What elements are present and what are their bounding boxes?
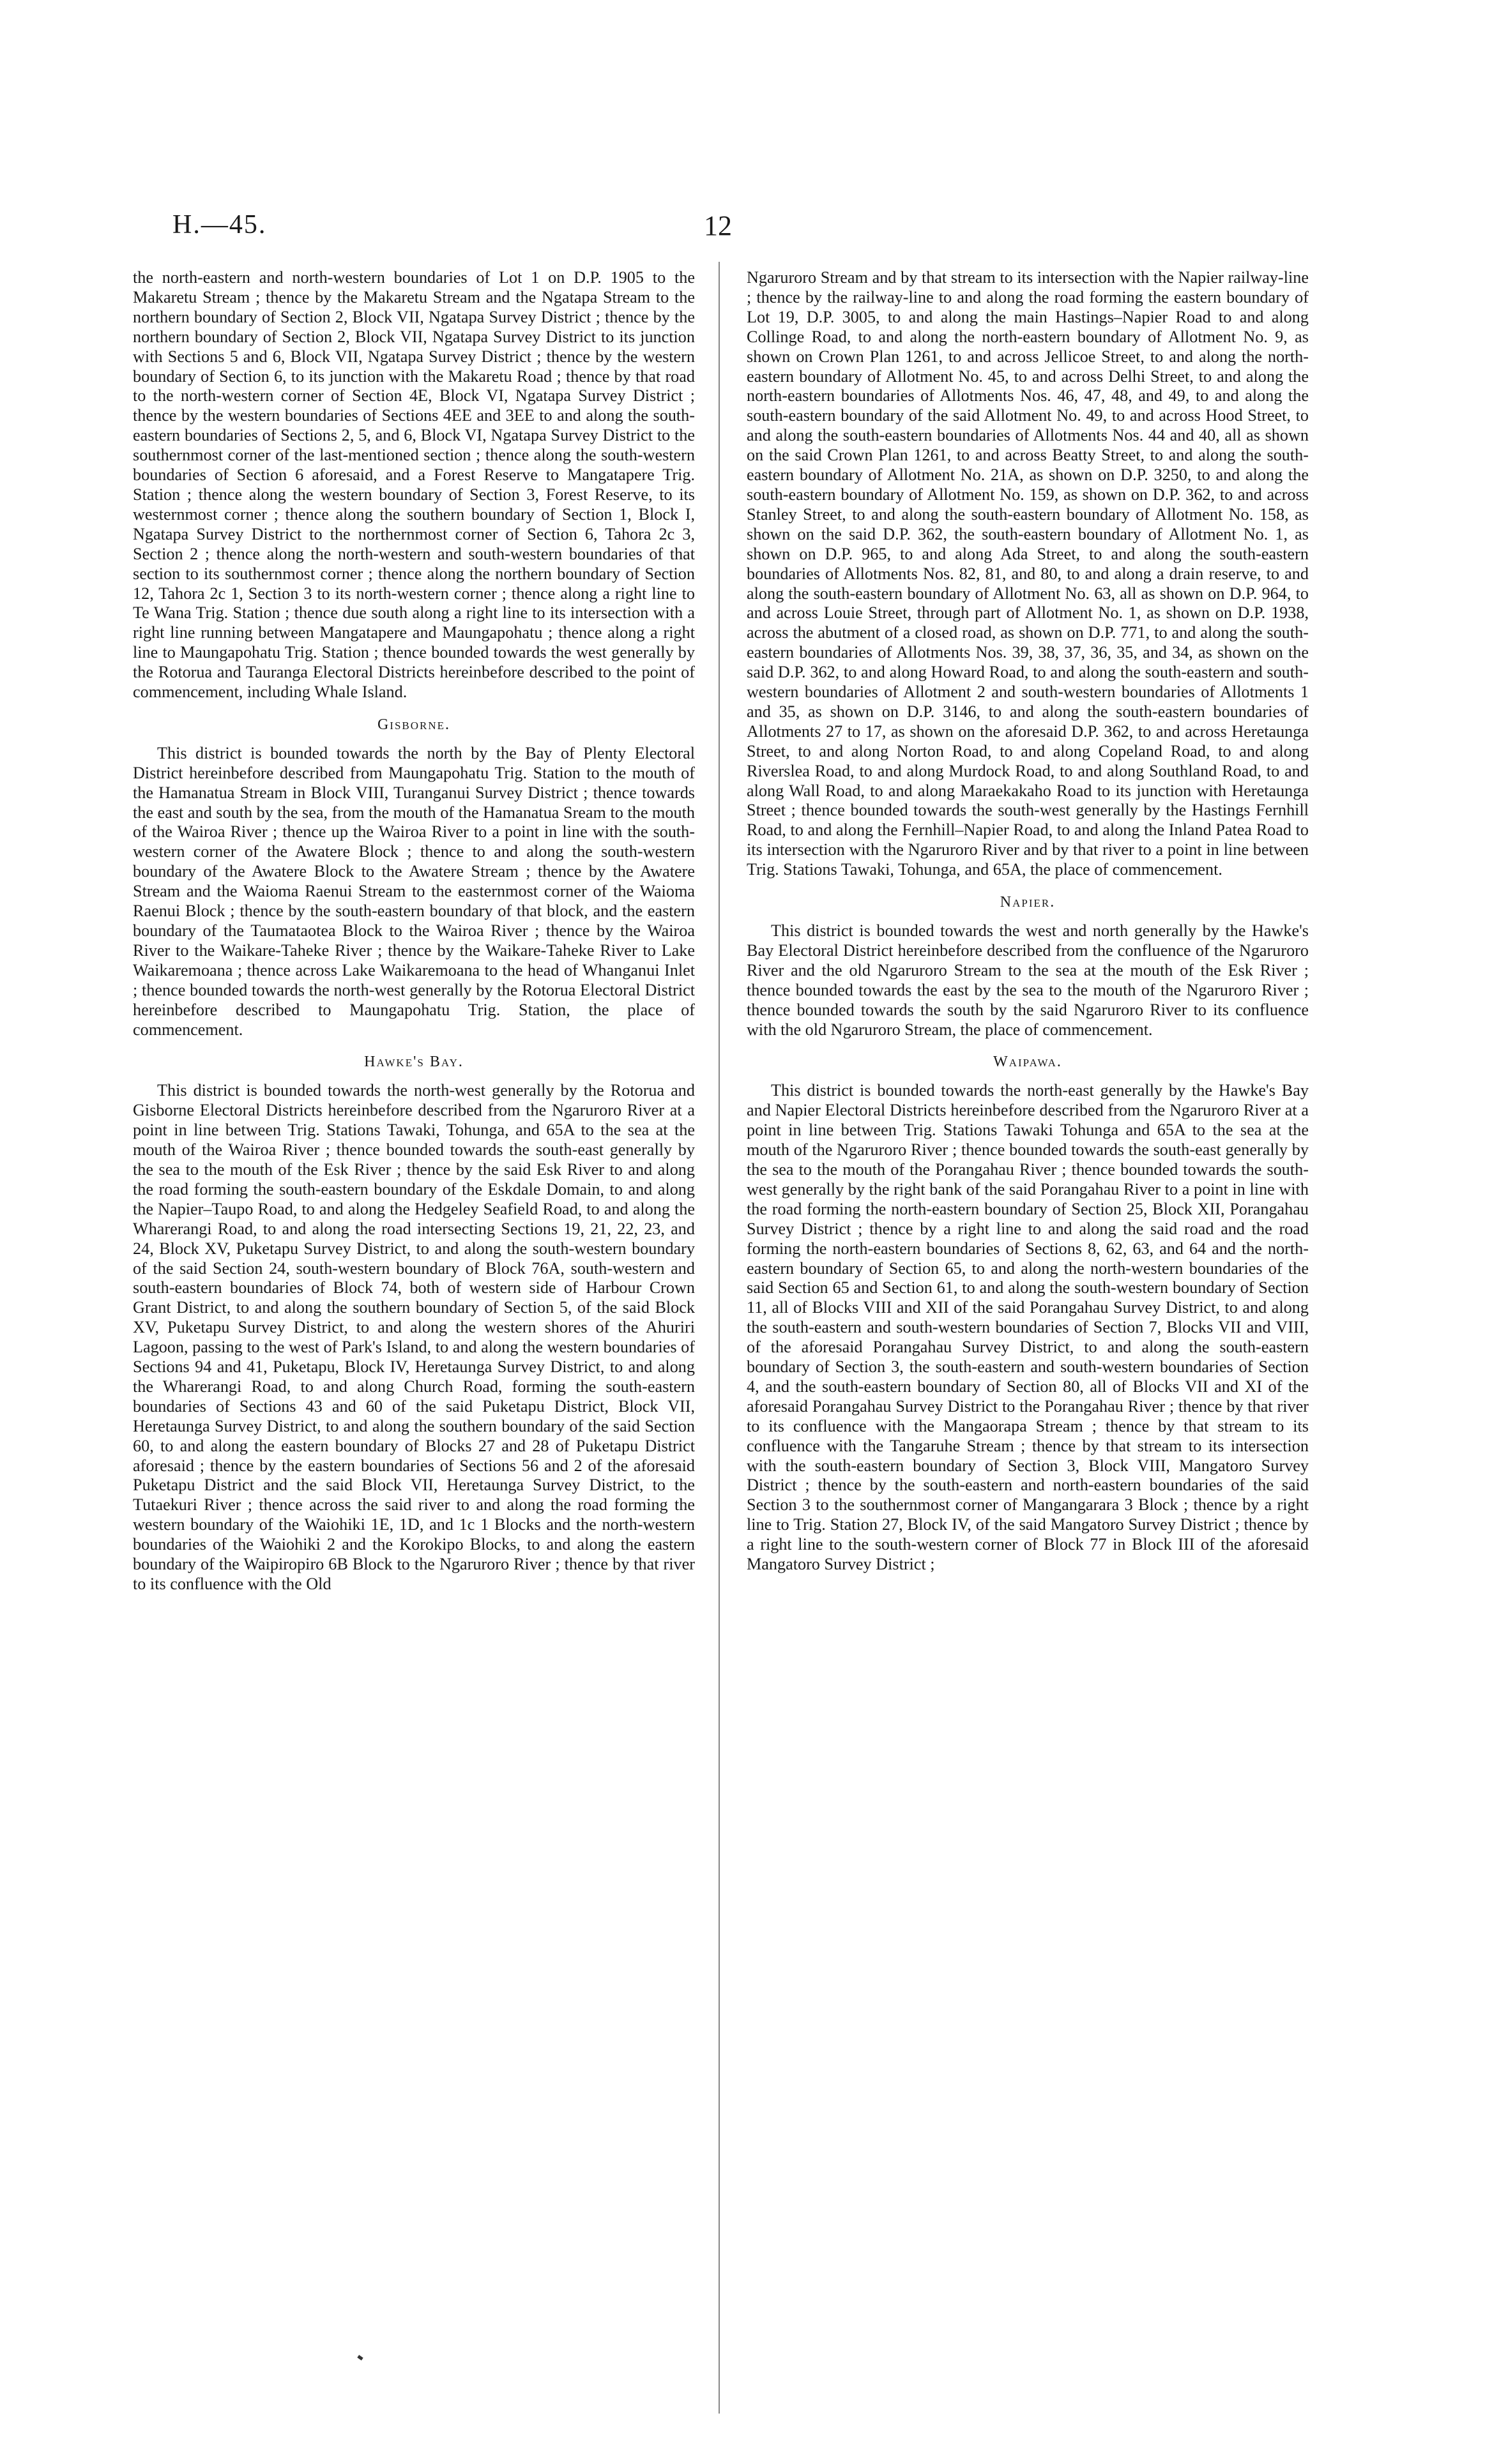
- section-heading-hawkes-bay: Hawke's Bay.: [364, 1054, 464, 1071]
- waipawa-paragraph: This district is bounded towards the north-east generally by the Hawke's Bay and Napier Electoral Districts hereinbefore described from the Ngaruroro River at a point in line between Trig. Stations Tawaki Tohunga and 65A to the sea at the mouth of the Ngaruroro River ; thence bounded towards the south-east generally by the sea to the mouth of the Porangahau River ; thence bounded towards the south-west generally by the right bank of the said Porangahau River to a point in line with the road forming the north-eastern boundary of Section 25, Block XII, Porangahau Survey District ; thence by a right line to and along the said road and the road forming the north-eastern boundaries of Sections 8, 62, 63, and 64 and the north-eastern boundary of Section 65, to and along the north-western boundaries of the said Section 65 and Section 61, to and along the south-western boundary of Section 11, all of Blocks VIII and XII of the said Porangahau Survey District, to and along the south-eastern and south-western boundaries of Section 7, Blocks VII and VIII, of the aforesaid Porangahau Survey District, to and along the south-eastern boundary of Section 3, the south-eastern and south-western boundaries of Section 4, and the south-eastern boundary of Section 80, all of Blocks VII and XI of the aforesaid Porangahau Survey District to the Porangahau River ; thence by that river to its confluence with the Mangaorapa Stream ; thence by that stream to its confluence with the Tangaruhe Stream ; thence by that stream to its intersection with the south-eastern boundary of Section 3, Block VIII, Mangatoro Survey District ; thence by the south-eastern and north-eastern boundaries of the said Section 3 to the southernmost corner of Mangangarara 3 Block ; thence by a right line to Trig. Station 27, Block IV, of the said Mangatoro Survey District ; thence by a right line to the south-western corner of Block 77 in Block III of the aforesaid Mangatoro Survey District ;: [747, 1081, 1309, 1574]
- section-heading-waipawa: Waipawa.: [993, 1054, 1062, 1071]
- page-header: [172, 209, 1348, 248]
- print-speck: [357, 2355, 363, 2361]
- continued-paragraph-right: Ngaruroro Stream and by that stream to its intersection with the Napier railway-line ; thence by the railway-line to and along the road forming the eastern boundary of Lot 19, D.P. 3005, to and along the main Hastings–Napier Road to and along Collinge Road, to and along the north-eastern boundary of Allotment No. 9, as shown on Crown Plan 1261, to and across Jellicoe Street, to and along the north-eastern boundary of Allotment No. 45, to and across Delhi Street, to and along the north-eastern boundaries of Allotments Nos. 46, 47, 48, and 49, to and along the south-eastern boundary of the said Allotment No. 49, to and across Hood Street, to and along the south-eastern boundaries of Allotments Nos. 44 and 40, all as shown on the said Crown Plan 1261, to and across Beatty Street, to and along the south-eastern boundary of Allotment No. 21A, as shown on D.P. 3250, to and along the south-eastern boundary of Allotment No. 159, as shown on D.P. 362, to and across Stanley Street, to and along the south-eastern boundary of Allotment No. 158, as shown on the said D.P. 362, the south-eastern boundary of Allotment No. 1, as shown on D.P. 965, to and along Ada Street, to and along the south-eastern boundaries of Allotments Nos. 82, 81, and 80, to and along a drain reserve, to and along the south-eastern boundary of Allotment No. 63, all as shown on D.P. 964, to and across Louie Street, through part of Allotment No. 1, as shown on D.P. 1938, across the abutment of a closed road, as shown on D.P. 771, to and along the south-eastern boundaries of Allotments Nos. 39, 38, 37, 36, 35, and 34, as shown on the said D.P. 362, to and along Howard Road, to and along the south-eastern and south-western boundaries of Allotment 2 and south-western boundaries of Allotments 1 and 35, as shown on D.P. 3146, to and along the south-eastern boundaries of Allotments 27 to 17, as shown on the aforesaid D.P. 362, to and across Heretaunga Street, to and along Norton Road, to and along Copeland Road, to and along Riverslea Road, to and along Murdock Road, to and along Southland Road, to and along Wall Road, to and along Maraekakaho Road to its junction with Heretaunga Street ; thence bounded towards the south-west generally by the Hastings Fernhill Road, to and along the Fernhill–Napier Road, to and along the Inland Patea Road to its intersection with the Ngaruroro River and by that river to a point in line between Trig. Stations Tawaki, Tohunga, and 65A, the place of commencement.: [747, 268, 1309, 879]
- continued-paragraph: the north-eastern and north-western boundaries of Lot 1 on D.P. 1905 to the Makaretu Stream ; thence by the Makaretu Stream and the Ngatapa Stream to the northern boundary of Section 2, Block VII, Ngatapa Survey District ; thence by the northern boundary of Section 2, Block VII, Ngatapa Survey District to its junction with Sections 5 and 6, Block VII, Ngatapa Survey District ; thence by the western boundary of Section 6, to its junction with the Makaretu Road ; thence by that road to the north-western corner of Section 4E, Block VI, Ngatapa Survey District ; thence by the western boundaries of Sections 4EE and 3EE to and along the south-eastern boundaries of Sections 2, 5, and 6, Block VI, Ngatapa Survey District to the southernmost corner of the last-mentioned section ; thence along the south-western boundaries of Section 6 aforesaid, and a Forest Reserve to Mangatapere Trig. Station ; thence along the western boundary of Section 3, Forest Reserve, to its westernmost corner ; thence along the southern boundary of Section 1, Block I, Ngatapa Survey District to the northernmost corner of Section 6, Tahora 2c 3, Section 2 ; thence along the north-western and south-western boundaries of that section to its southernmost corner ; thence along the northern boundary of Section 12, Tahora 2c 1, Section 3 to its north-western corner ; thence along a right line to Te Wana Trig. Station ; thence due south along a right line to its intersection with a right line running between Mangatapere and Maungapohatu ; thence along a right line to Maungapohatu Trig. Station ; thence bounded towards the west generally by the Rotorua and Tauranga Electoral Districts hereinbefore described to the point of commencement, including Whale Island.: [133, 268, 695, 702]
- section-heading-napier: Napier.: [1000, 894, 1056, 911]
- napier-paragraph: This district is bounded towards the west and north generally by the Hawke's Bay Electoral District hereinbefore described from the confluence of the Ngaruroro River and the old Ngaruroro Stream to the sea at the mouth of the Esk River ; thence bounded towards the east by the sea to the mouth of the Ngaruroro River ; thence bounded towards the south by the said Ngaruroro River to its confluence with the old Ngaruroro Stream, the place of commencement.: [747, 921, 1309, 1039]
- column-divider: [719, 262, 720, 2414]
- right-column: [747, 268, 1309, 1575]
- left-column: [133, 268, 695, 1594]
- gisborne-paragraph: This district is bounded towards the north by the Bay of Plenty Electoral District hereinbefore described from Maungapohatu Trig. Station to the mouth of the Hamanatua Stream in Block VIII, Turanganui Survey District ; thence towards the east and south by the sea, from the mouth of the Hamanatua Sream to the mouth of the Wairoa River ; thence up the Wairoa River to a point in line with the south-western corner of the Awatere Block ; thence to and along the south-western boundary of the Awatere Block to the Awatere Stream ; thence by the Awatere Stream and the Waioma Raenui Stream to the easternmost corner of the Waioma Raenui Block ; thence by the south-eastern boundary of that block, and the eastern boundary of the Taumataotea Block to the Wairoa River ; thence by the Wairoa River to the Waikare-Taheke River ; thence by the Waikare-Taheke River to Lake Waikaremoana ; thence across Lake Waikaremoana to the head of Whanganui Inlet ; thence bounded towards the north-west generally by the Rotorua Electoral District hereinbefore described to Maungapohatu Trig. Station, the place of commencement.: [133, 743, 695, 1039]
- page-number: 12: [704, 210, 732, 241]
- parliamentary-paper-reference: H.—45.: [172, 210, 267, 239]
- section-heading-gisborne: Gisborne.: [377, 716, 451, 733]
- hawkes-bay-paragraph: This district is bounded towards the north-west generally by the Rotorua and Gisborne Electoral Districts hereinbefore described from the Ngaruroro River at a point in line between Trig. Stations Tawaki, Tohunga, and 65A to the sea at the mouth of the Wairoa River ; thence bounded towards the south-east generally by the sea to the mouth of the Esk River ; thence by the said Esk River to and along the road forming the south-eastern boundary of the Eskdale Domain, to and along the Napier–Taupo Road, to and along the Hedgeley Seafield Road, to and along the Wharerangi Road, to and along the road intersecting Sections 19, 21, 22, 23, and 24, Block XV, Puketapu Survey District, to and along the south-western boundary of the said Section 24, south-western boundary of Block 76A, south-western and south-eastern boundaries of Block 74, both of western side of Harbour Crown Grant District, to and along the southern boundary of Section 5, of the said Block XV, Puketapu Survey District, to and along the western shores of the Ahuriri Lagoon, passing to the west of Park's Island, to and along the western boundaries of Sections 94 and 41, Puketapu, Block IV, Heretaunga Survey District, to and along the Wharerangi Road, to and along Church Road, forming the south-eastern boundaries of Sections 43 and 60 of the said Puketapu District, Block VII, Heretaunga Survey District, to and along the southern boundary of the said Section 60, to and along the eastern boundary of Blocks 27 and 28 of Puketapu District aforesaid ; thence by the eastern boundaries of Sections 56 and 2 of the aforesaid Puketapu District and the said Block VII, Heretaunga Survey District, to the Tutaekuri River ; thence across the said river to and along the road forming the western boundary of the Waiohiki 1E, 1D, and 1c 1 Blocks and the north-western boundaries of the Waiohiki 2 and the Korokipo Blocks, to and along the eastern boundary of the Waipiropiro 6B Block to the Ngaruroro River ; thence by that river to its confluence with the Old: [133, 1081, 695, 1593]
